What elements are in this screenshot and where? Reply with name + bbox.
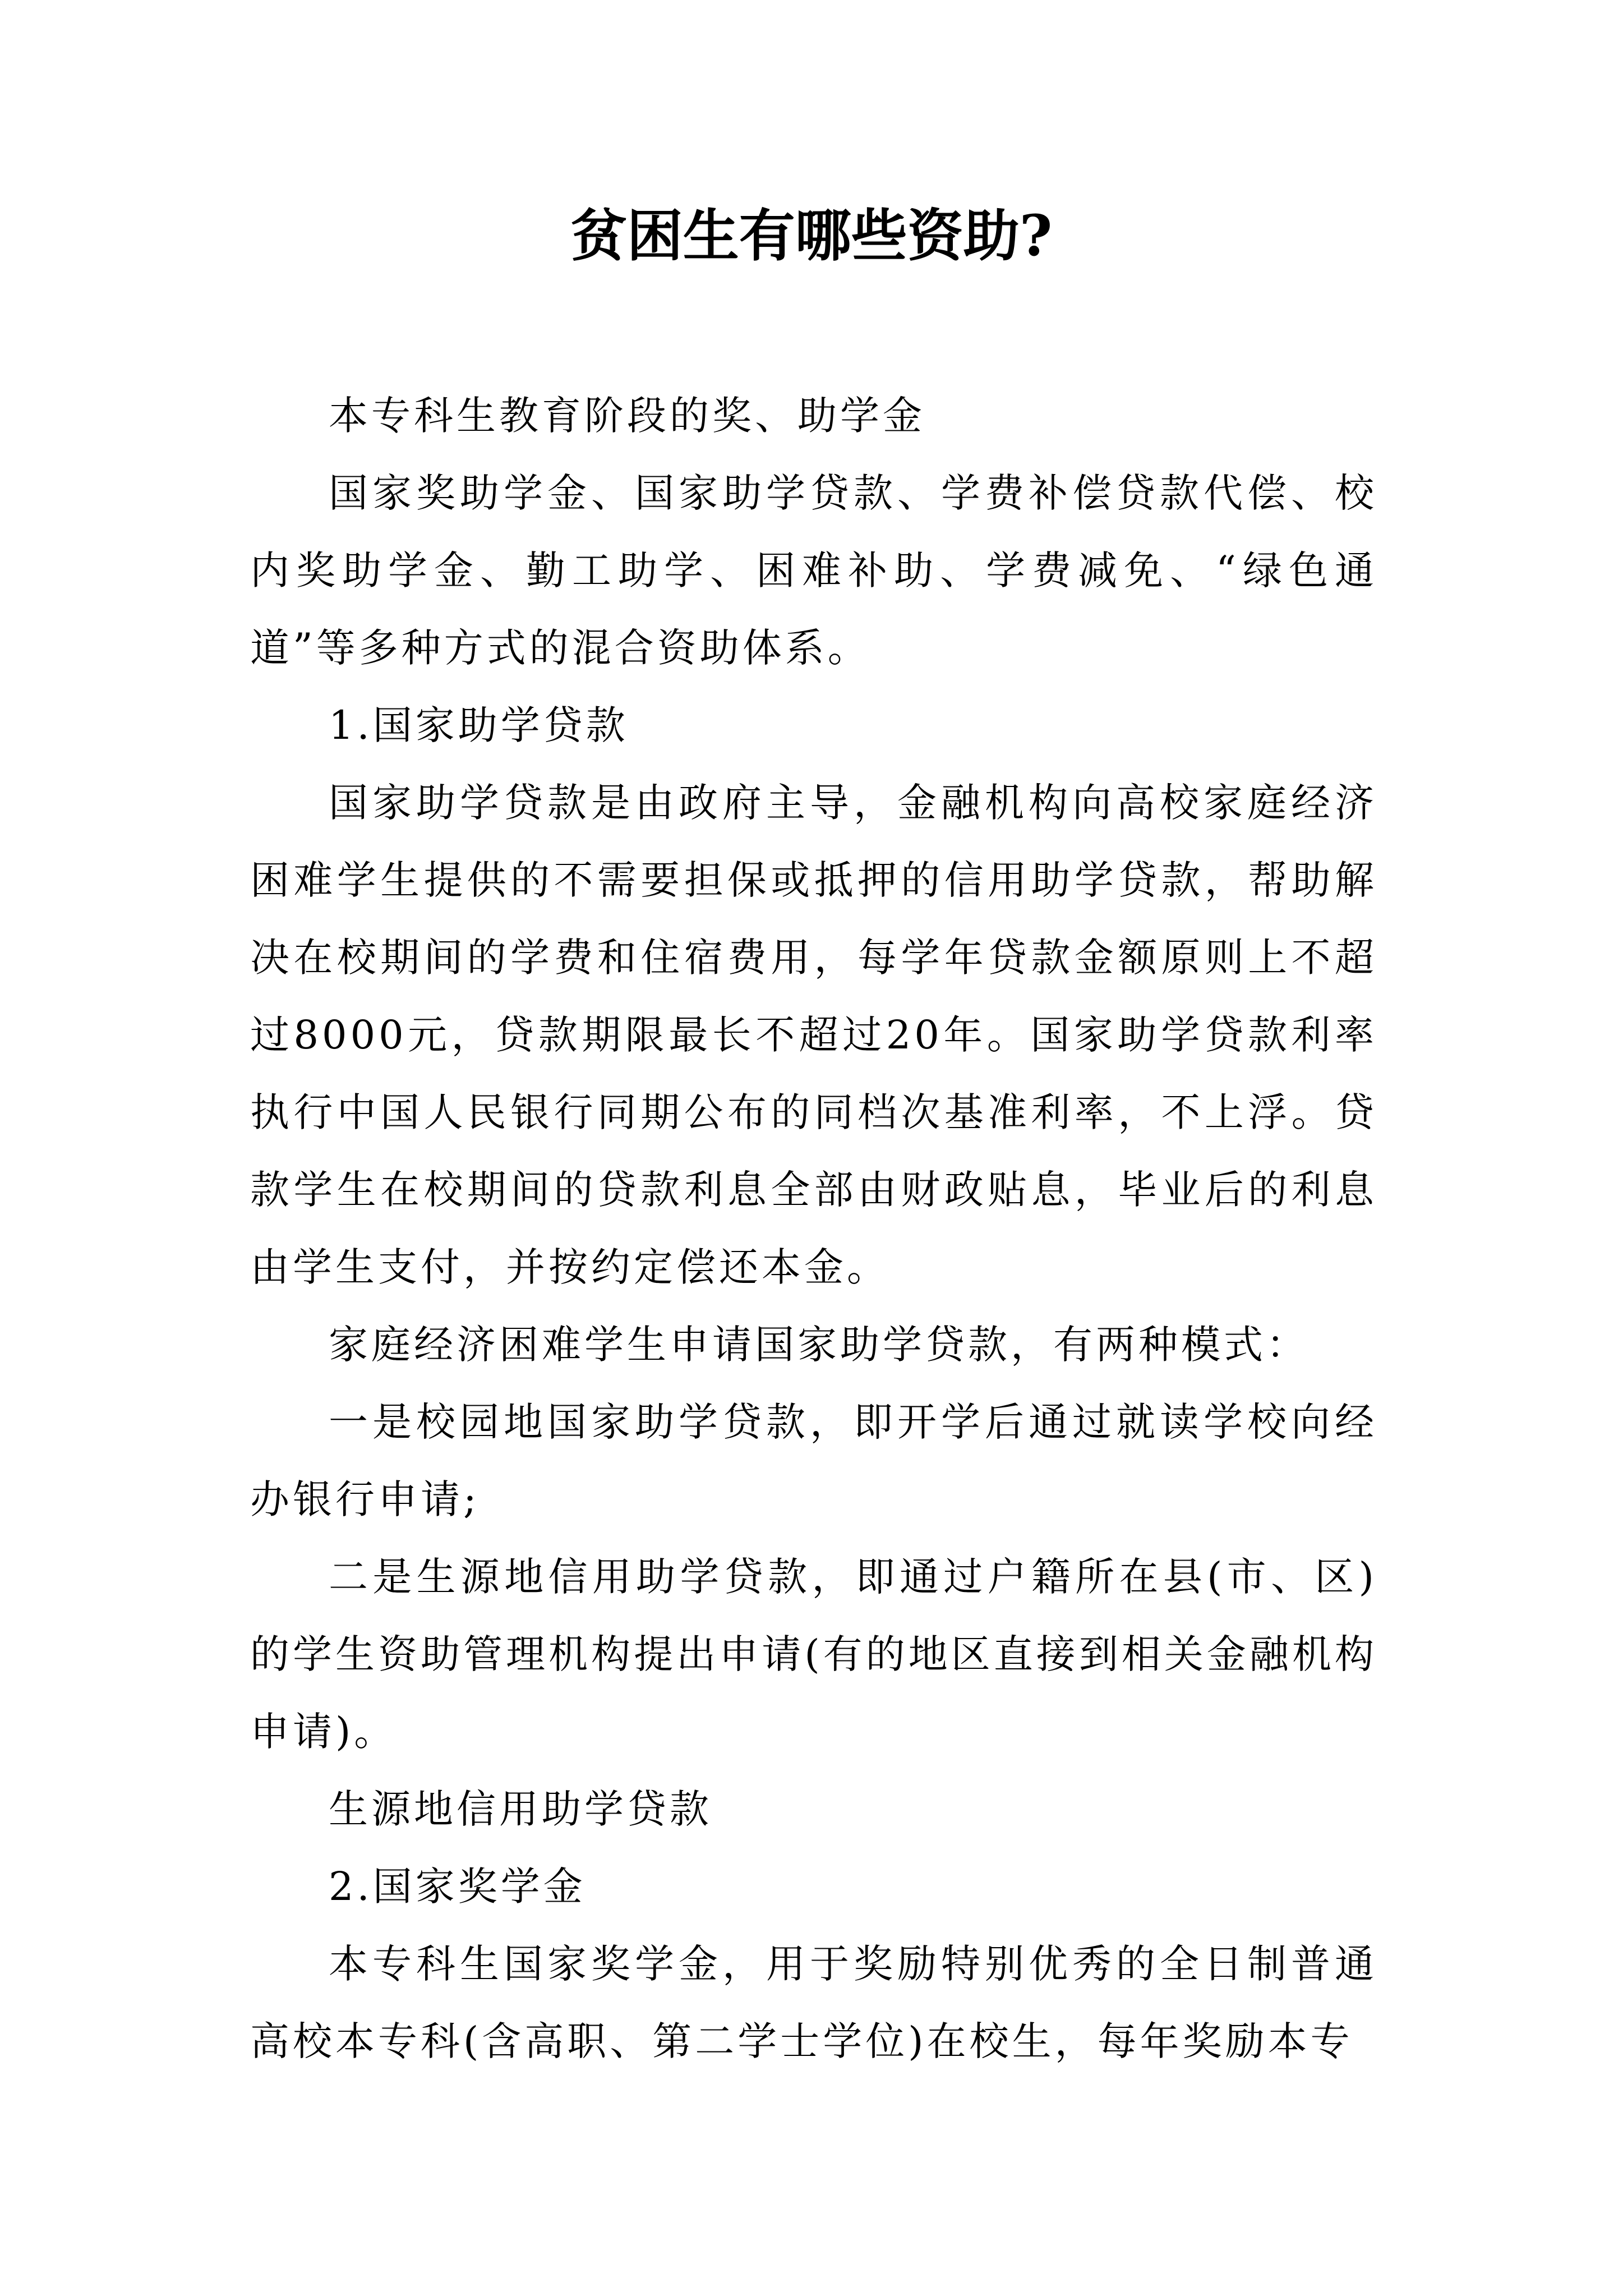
- paragraph-origin-loan: 二是生源地信用助学贷款，即通过户籍所在县(市、区)的学生资助管理机构提出申请(有的地区直接到相关金融机构申请)。: [250, 1554, 1377, 1755]
- document-title: 贫困生有哪些资助?: [570, 203, 1053, 269]
- paragraph-section-heading: 本专科生教育阶段的奖、助学金: [329, 393, 925, 439]
- paragraph-aid-system: 国家奖助学金、国家助学贷款、学费补偿贷款代偿、校内奖助学金、勤工助学、困难补助、学费减免、“绿色通道”等多种方式的混合资助体系。: [250, 470, 1377, 671]
- paragraph-loan-modes: 家庭经济困难学生申请国家助学贷款，有两种模式：: [329, 1322, 1309, 1368]
- paragraph-heading-national-loan: 1.国家助学贷款: [329, 702, 629, 748]
- paragraph-origin-loan-heading: 生源地信用助学贷款: [329, 1786, 712, 1832]
- paragraph-heading-scholarship: 2.国家奖学金: [329, 1864, 586, 1910]
- paragraph-campus-loan: 一是校园地国家助学贷款，即开学后通过就读学校向经办银行申请;: [250, 1399, 1377, 1522]
- paragraph-scholarship-details: 本专科生国家奖学金，用于奖励特别优秀的全日制普通高校本专科(含高职、第二学士学位)在校生，每年奖励本专: [250, 1941, 1377, 2064]
- document-body: [250, 377, 1377, 2080]
- paragraph-national-loan-details: 国家助学贷款是由政府主导，金融机构向高校家庭经济困难学生提供的不需要担保或抵押的信用助学贷款，帮助解决在校期间的学费和住宿费用，每学年贷款金额原则上不超过8000元，贷款期限最长不超过20年。国家助学贷款利率执行中国人民银行同期公布的同档次基准利率，不上浮。贷款学生在校期间的贷款利息全部由财政贴息，毕业后的利息由学生支付，并按约定偿还本金。: [250, 780, 1377, 1290]
